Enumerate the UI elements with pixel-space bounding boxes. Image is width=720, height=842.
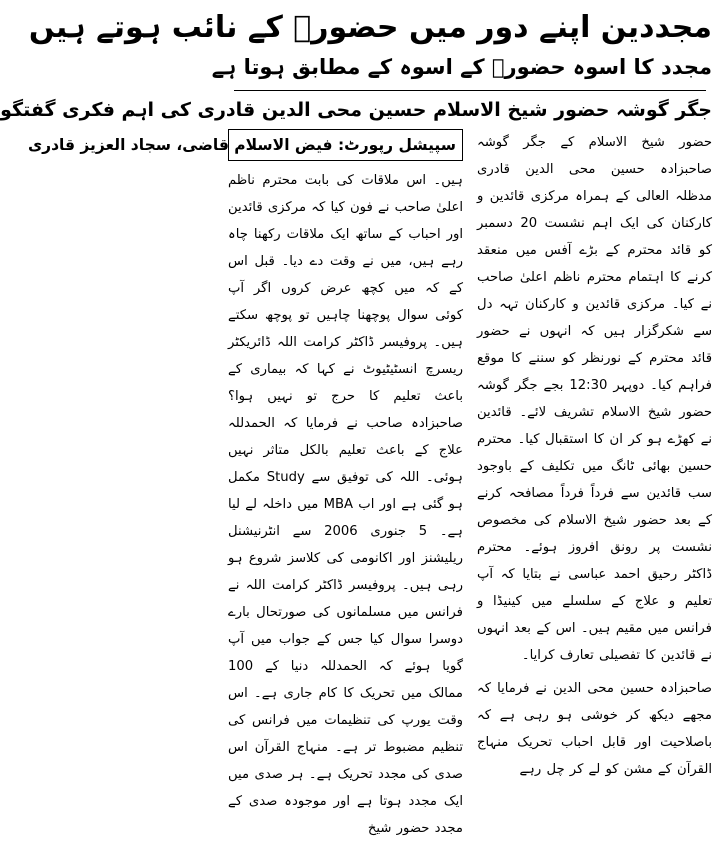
byline: سپیشل رپورٹ: فیض الاسلام قاضی، سجاد العزیز قادری	[228, 129, 463, 161]
article-columns	[27, 129, 712, 836]
left-column	[27, 129, 463, 836]
article-subheadline: مجدد کا اسوہ حضورؐ کے اسوہ کے مطابق ہوتا ہے	[211, 55, 712, 79]
left-column-paragraph-1: ہیں۔ اس ملاقات کی بابت محترم ناظم اعلیٰ صاحب نے فون کیا کہ مرکزی قائدین اور احباب کے ساتھ ایک ملاقات رکھنا چاہ رہے ہیں، میں نے وقت دے دیا۔ قبل اس کے کہ میں کچھ عرض کروں اگر آپ کوئی سوال پوچھنا چاہیں تو پوچھ سکتے ہیں۔ پروفیسر ڈاکٹر کرامت اللہ ڈائریکٹر ریسرچ انسٹیٹیوٹ نے کہا کہ بیماری کے باعث تعلیم کا حرج تو نہیں ہوا؟ صاحبزادہ صاحب نے فرمایا کہ الحمدللہ علاج کے باعث تعلیم بالکل متاثر نہیں ہوئی۔ اللہ کی توفیق سے Study مکمل ہو گئی ہے اور اب MBA میں داخلہ لے لیا ہے۔ 5 جنوری 2006 سے انٹرنیشنل ریلیشنز اور اکانومی کی کلاسز شروع ہو رہی ہیں۔ پروفیسر ڈاکٹر کرامت اللہ نے فرانس میں مسلمانوں کی صورتحال بارے دوسرا سوال کیا جس کے جواب میں آپ گویا ہوئے کہ الحمدللہ دنیا کے 100 ممالک میں تحریک کا کام جاری ہے۔ اس وقت یورپ کی تنظیمات میں فرانس کی تنظیم مضبوط تر ہے۔ منہاج القرآن اس صدی کی مجدد تحریک ہے۔ ہر صدی میں ایک مجدد ہوتا ہے اور موجودہ صدی کے مجدد حضور شیخ	[228, 173, 463, 836]
right-column-paragraph-1: حضور شیخ الاسلام کے جگر گوشہ صاحبزادہ حسین محی الدین قادری مدظلہ العالی کے ہمراہ مرکزی قائدین و کارکنان کی ایک اہم نشست 20 دسمبر کو قائد محترم کے بڑے آفس میں منعقد کرنے کا اہتمام محترم ناظم اعلیٰ صاحب نے کیا۔ مرکزی قائدین و کارکنان تہہ دل سے شکرگزار ہیں کہ انہوں نے حضور قائد محترم کے نورنظر کو سننے کا موقع فراہم کیا۔ دوپہر 12:30 بجے جگر گوشہ حضور شیخ الاسلام تشریف لائے۔ قائدین نے کھڑے ہو کر ان کا استقبال کیا۔ محترم حسین بھائی ٹانگ میں تکلیف کے باوجود سب قائدین سے فرداً فرداً مصافحہ کرنے کے بعد حضور شیخ الاسلام کی مخصوص نشست پر رونق افروز ہوئے۔ محترم ڈاکٹر رحیق احمد عباسی نے بتایا کہ آپ تعلیم و علاج کے سلسلے میں کینیڈا و فرانس میں مقیم ہیں۔ اس کے بعد انہوں نے قائدین کا تفصیلی تعارف کرایا۔	[477, 135, 712, 663]
right-column	[477, 129, 712, 777]
article-headline: مجددین اپنے دور میں حضورؐ کے نائب ہوتے ہیں	[28, 10, 712, 45]
article-kicker: جگر گوشہ حضور شیخ الاسلام حسین محی الدین قادری کی اہم فکری گفتگو	[0, 99, 712, 121]
right-column-paragraph-2: صاحبزادہ حسین محی الدین نے فرمایا کہ مجھے دیکھ کر خوشی ہو رہی ہے کہ باصلاحیت اور قابل احباب تحریک منہاج القرآن کے مشن کو لے کر چل رہے	[477, 681, 712, 777]
